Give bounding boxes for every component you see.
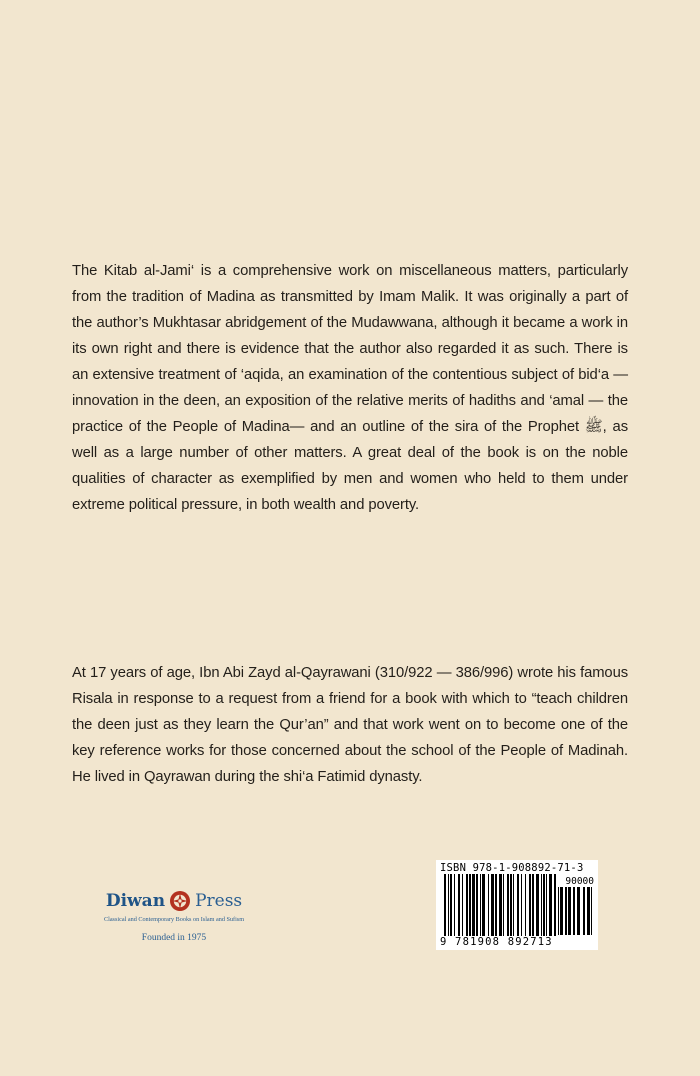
barcode-bar [462, 874, 463, 936]
barcode-bar [458, 874, 460, 936]
barcode-bar [521, 874, 522, 936]
barcode-bar [568, 887, 571, 935]
barcode-bar [450, 874, 452, 936]
barcode-bar [565, 887, 567, 935]
barcode-bar [444, 874, 446, 936]
barcode-bar [488, 874, 489, 936]
barcode-bar [560, 887, 563, 935]
barcode-bar [448, 874, 449, 936]
price-code: 90000 [565, 876, 594, 887]
diwan-press-emblem-icon [169, 890, 191, 912]
isbn-label: ISBN 978-1-908892-71-3 [440, 862, 584, 874]
barcode-bar [549, 874, 552, 936]
barcode-bar [577, 887, 580, 935]
barcode-bar [573, 887, 575, 935]
publisher-name [90, 890, 258, 912]
publisher-tagline: Classical and Contemporary Books on Islam and Sufism [103, 916, 245, 923]
barcode-bar [558, 887, 559, 935]
barcode-bar [491, 874, 494, 936]
author-paragraph: At 17 years of age, Ibn Abi Zayd al-Qayrawani (310/922 — 386/996) wrote his famous Risala in response to a request from a friend for a book with which to “teach children the deen just as they learn the Qur’an” and that work went on to become one of the key reference works for those concerned about the school of the People of Madinah. He lived in Qayrawan during the shi‘a Fatimid dynasty. [72, 665, 628, 785]
barcode-bar [525, 874, 526, 936]
description-paragraph: The Kitab al-Jami‘ is a comprehensive work on miscellaneous matters, particularly from the tradition of Madina as transmitted by Imam Malik. It was originally a part of the author’s Mukhtasar abridgement of the Mudawwana, although it became a work in its own right and there is evidence that the author also regarded it as such. There is an extensive treatment of ‘aqida, an examination of the contentious subject of bid‘a — innovation in the deen, an exposition of the relative merits of hadiths and ‘amal — the practice of the People of Madina— and an outline of the sira of the Prophet ﷺ, as well as a large number of other matters. A great deal of the book is on the noble qualities of character as exemplified by men and women who held to them under extreme political pressure, in both wealth and poverty. [72, 263, 628, 513]
barcode-bar [499, 874, 502, 936]
barcode-bar [510, 874, 512, 936]
barcode-bar [546, 874, 547, 936]
isbn-barcode [436, 860, 598, 950]
barcode-bar [495, 874, 497, 936]
barcode-bar [554, 874, 556, 936]
barcode-bar [466, 874, 468, 936]
barcode-bar [536, 874, 539, 936]
barcode-bar [482, 874, 485, 936]
barcode-bar [503, 874, 504, 936]
barcode-bar [517, 874, 519, 936]
barcode-bar [529, 874, 531, 936]
barcode-bar [591, 887, 592, 935]
barcode-bar [532, 874, 534, 936]
barcode-bar [507, 874, 509, 936]
barcode-digits: 9 781908 892713 [440, 936, 553, 948]
barcode-bar [476, 874, 478, 936]
publisher-founded: Founded in 1975 [141, 933, 207, 943]
barcode-bar [543, 874, 545, 936]
barcode-bar [469, 874, 471, 936]
barcode-bar [480, 874, 481, 936]
barcode-bar [454, 874, 455, 936]
barcode-bars [444, 874, 556, 936]
barcode-bar [583, 887, 585, 935]
publisher-logo [90, 890, 258, 943]
price-addon-bars [558, 887, 592, 935]
barcode-bar [513, 874, 514, 936]
publisher-name-right: Press [195, 891, 243, 911]
barcode-bar [472, 874, 475, 936]
publisher-name-left: Diwan [105, 891, 166, 911]
barcode-bar [587, 887, 590, 935]
barcode-bar [541, 874, 542, 936]
